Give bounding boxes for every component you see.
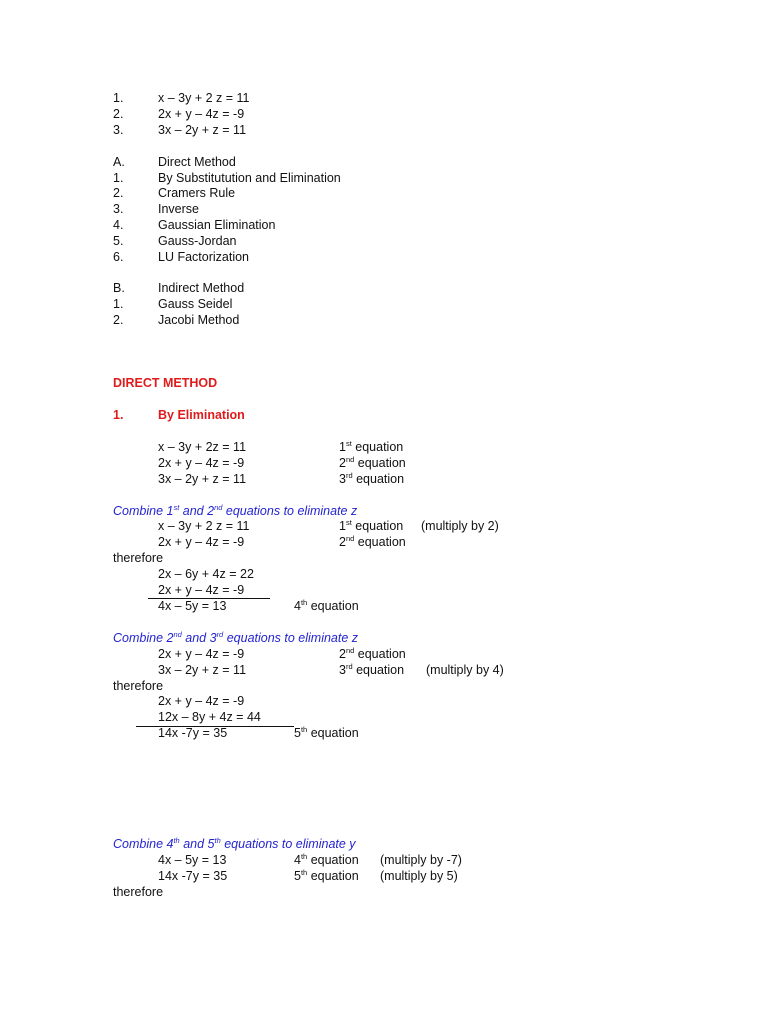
direct-item-label: Gaussian Elimination xyxy=(158,218,276,232)
step1-calc-2: 2x + y – 4z = -9 xyxy=(158,583,245,597)
step2-calc-1: 2x + y – 4z = -9 xyxy=(158,694,245,708)
elim-equation-3: 3x – 2y + z = 11 xyxy=(158,472,247,486)
elim-label-3: 3rd equation xyxy=(339,471,405,486)
step2-label-1: 2nd equation xyxy=(339,646,406,661)
step3-equation-1: 4x – 5y = 13 xyxy=(158,853,227,867)
step1-result-equation: 4x – 5y = 13 xyxy=(158,599,227,613)
system-num-2: 2. xyxy=(113,107,124,121)
step2-instruction: Combine 2nd and 3rd equations to eliminate z xyxy=(113,630,359,645)
subsection-number: 1. xyxy=(113,408,124,422)
step1-calc-1: 2x – 6y + 4z = 22 xyxy=(158,567,254,581)
step1-note-1: (multiply by 2) xyxy=(421,519,499,533)
elim-equation-2: 2x + y – 4z = -9 xyxy=(158,456,245,470)
elim-label-2: 2nd equation xyxy=(339,455,406,470)
direct-item-label: By Substitutution and Elimination xyxy=(158,171,341,185)
system-equation-2: 2x + y – 4z = -9 xyxy=(158,107,245,121)
step3-label-2: 5th equation xyxy=(294,868,359,883)
direct-item-num: 1. xyxy=(113,171,124,185)
step3-instruction: Combine 4th and 5th equations to eliminate y xyxy=(113,836,356,851)
step3-note-2: (multiply by 5) xyxy=(380,869,458,883)
indirect-item-label: Gauss Seidel xyxy=(158,297,233,311)
step2-result-label: 5th equation xyxy=(294,725,359,740)
indirect-letter: B. xyxy=(113,281,125,295)
direct-letter: A. xyxy=(113,155,125,169)
elim-label-1: 1st equation xyxy=(339,439,404,454)
step2-equation-2: 3x – 2y + z = 11 xyxy=(158,663,247,677)
step1-instruction: Combine 1st and 2nd equations to eliminate z xyxy=(113,503,358,518)
system-num-1: 1. xyxy=(113,91,124,105)
direct-item-num: 2. xyxy=(113,186,124,200)
indirect-item-num: 1. xyxy=(113,297,124,311)
direct-item-label: LU Factorization xyxy=(158,250,250,264)
step2-label-2: 3rd equation xyxy=(339,662,405,677)
indirect-item-num: 2. xyxy=(113,313,124,327)
direct-item-num: 6. xyxy=(113,250,124,264)
step1-equation-1: x – 3y + 2 z = 11 xyxy=(158,519,250,533)
subsection-title: By Elimination xyxy=(158,408,245,422)
indirect-title: Indirect Method xyxy=(158,281,245,295)
direct-title: Direct Method xyxy=(158,155,236,169)
direct-item-num: 5. xyxy=(113,234,124,248)
step1-therefore: therefore xyxy=(113,551,164,565)
elim-equation-1: x – 3y + 2z = 11 xyxy=(158,440,247,454)
system-num-3: 3. xyxy=(113,123,124,137)
direct-item-num: 3. xyxy=(113,202,124,216)
step2-therefore: therefore xyxy=(113,679,164,693)
step1-equation-2: 2x + y – 4z = -9 xyxy=(158,535,245,549)
step3-label-1: 4th equation xyxy=(294,852,359,867)
step2-equation-1: 2x + y – 4z = -9 xyxy=(158,647,245,661)
direct-item-label: Gauss-Jordan xyxy=(158,234,237,248)
step1-label-1: 1st equation xyxy=(339,518,404,533)
system-equation-1: x – 3y + 2 z = 11 xyxy=(158,91,250,105)
direct-item-label: Inverse xyxy=(158,202,199,216)
step1-result-label: 4th equation xyxy=(294,598,359,613)
indirect-item-label: Jacobi Method xyxy=(158,313,240,327)
step3-note-1: (multiply by -7) xyxy=(380,853,462,867)
step3-therefore: therefore xyxy=(113,885,164,899)
step1-label-2: 2nd equation xyxy=(339,534,406,549)
step2-result-equation: 14x -7y = 35 xyxy=(158,726,228,740)
direct-item-label: Cramers Rule xyxy=(158,186,236,200)
step3-equation-2: 14x -7y = 35 xyxy=(158,869,228,883)
section-heading: DIRECT METHOD xyxy=(113,376,218,390)
step2-calc-2: 12x – 8y + 4z = 44 xyxy=(158,710,261,724)
direct-item-num: 4. xyxy=(113,218,124,232)
system-equation-3: 3x – 2y + z = 11 xyxy=(158,123,247,137)
step2-note-2: (multiply by 4) xyxy=(426,663,504,677)
